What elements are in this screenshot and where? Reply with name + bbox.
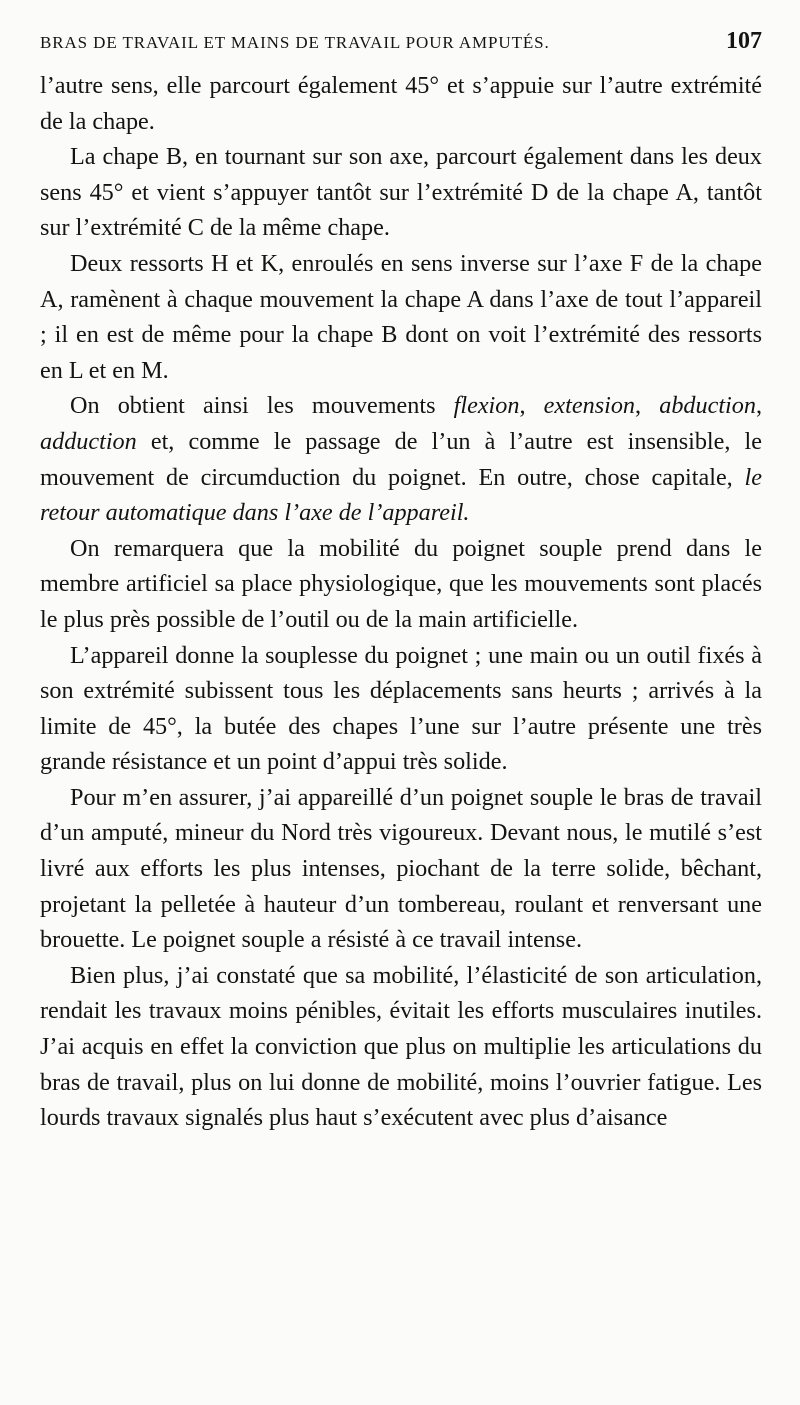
paragraph [40,531,762,638]
body-text [40,68,762,1136]
paragraph [40,139,762,246]
text-run: , [755,392,763,420]
italic-text: flexion [453,392,520,420]
text-run: L’appareil donne la souplesse du poignet ; une main ou un outil fixés à son extrémité subissent tous les déplacements sans heurts ; arrivés à la limite de 45°, la butée des chapes l’une sur l’autre présente une très grande résistance et un point d’appui très solide. [40,641,762,776]
page-number: 107 [726,28,762,54]
text-run: Deux ressorts H et K, enroulés en sens inverse sur l’axe F de la chape A, ramènent à chaque mouvement la chape A dans l’axe de tout l’appareil ; il en est de même pour la chape B dont on voit l’extrémité des ressorts en L et en M. [40,249,762,384]
italic-text: extension [543,392,636,420]
paragraph [40,638,762,780]
running-head [40,28,762,64]
text-run: Bien plus, j’ai constaté que sa mobilité, l’élasticité de son articulation, rendait les travaux moins pénibles, évitait les efforts musculaires inutiles. J’ai acquis en effet la conviction que plus on multiplie les articulations du bras de travail, plus on lui donne de mobilité, moins l’ouvrier fatigue. Les lourds travaux signalés plus haut s’exécutent avec plus d’aisance [40,961,762,1132]
text-run: et, comme le passage de l’un à l’autre est insensible, le mouvement de circumduction du poignet. En outre, chose capitale, [40,427,762,491]
paragraph [40,958,762,1136]
text-run: On remarquera que la mobilité du poignet souple prend dans le membre artificiel sa place physiologique, que les mouvements sont placés le plus près possible de l’outil ou de la main artificielle. [40,534,762,633]
italic-text: le retour automatique dans l’axe de l’appareil. [40,463,762,527]
running-title: BRAS DE TRAVAIL ET MAINS DE TRAVAIL POUR AMPUTÉS. [40,33,550,52]
paragraph [40,388,762,530]
paragraph [40,780,762,958]
text-run: , [635,392,660,420]
italic-text: adduction [40,427,137,455]
italic-text: abduction [659,392,756,420]
text-run: La chape B, en tournant sur son axe, parcourt également dans les deux sens 45° et vient s’appuyer tantôt sur l’extrémité D de la chape A, tantôt sur l’extrémité C de la même chape. [40,143,762,242]
text-run: Pour m’en assurer, j’ai appareillé d’un poignet souple le bras de travail d’un amputé, mineur du Nord très vigoureux. Devant nous, le mutilé s’est livré aux efforts les plus intenses, piochant de la terre solide, bêchant, projetant la pelletée à hauteur d’un tombereau, roulant et renversant une brouette. Le poignet souple a résisté à ce travail intense. [40,783,762,954]
paragraph [40,246,762,388]
text-run: l’autre sens, elle parcourt également 45° et s’appuie sur l’autre extrémité de la chape. [40,72,762,135]
text-run: , [519,392,544,420]
paragraph [40,68,762,139]
text-run: On obtient ainsi les mouvements [70,392,454,420]
